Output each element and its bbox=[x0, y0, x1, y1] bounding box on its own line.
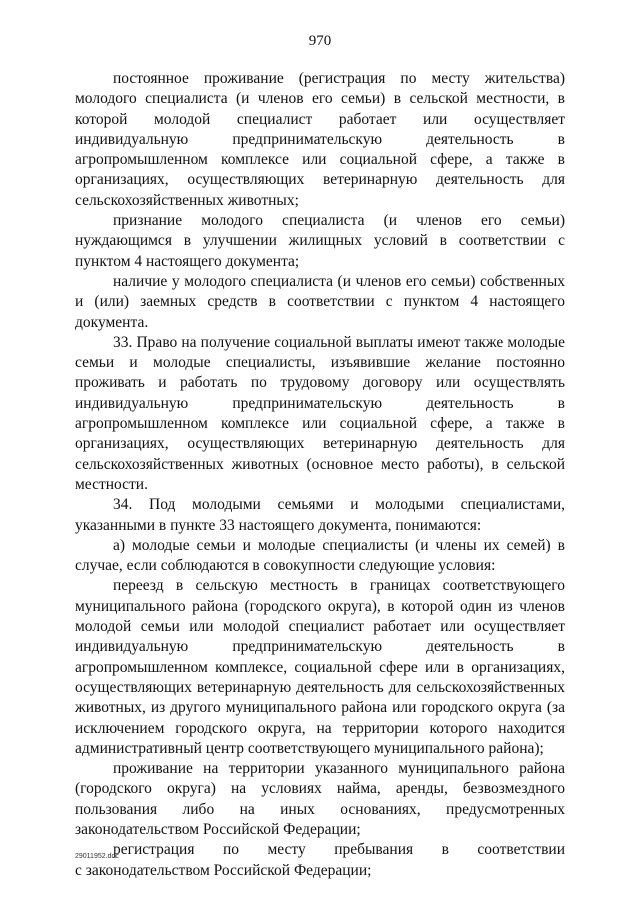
paragraph-relocation: переезд в сельскую местность в границах соответствующего муниципального района (городского округа), в которой один из членов молодой семьи или молодой специалист работает или осуществляет индивидуальную предпринимательскую деятельность в агропромышленном комплексе, социальной сфере или в организациях, осуществляющих ветеринарную деятельность для сельскохозяйственных животных, из другого муниципального района или городского округа (за исключением городского округа, на территории которого находится административный центр соответствующего муниципального района); bbox=[75, 577, 565, 757]
paragraph-permanent-residence: постоянное проживание (регистрация по месту жительства) молодого специалиста (и членов его семьи) в сельской местности, в которой молодой специалист работает или осуществляет индивидуальную предпринимательскую деятельность в агропромышленном комплексе или социальной сфере, а также в организациях, осуществляющих ветеринарную деятельность для сельскохозяйственных животных; bbox=[75, 70, 565, 209]
paragraph-housing-need: признание молодого специалиста (и членов его семьи) нуждающимся в улучшении жилищных условий в соответствии с пунктом 4 настоящего документа; bbox=[75, 212, 565, 270]
paragraph-own-funds: наличие у молодого специалиста (и членов его семьи) собственных и (или) заемных средств в соответствии с пунктом 4 настоящего документа. bbox=[75, 272, 565, 331]
footer-file-code: 29011952.doc bbox=[75, 853, 119, 860]
document-body bbox=[75, 69, 565, 881]
paragraph-item-a: а) молодые семьи и молодые специалисты (и члены их семей) в случае, если соблюдаются в совокупности следующие условия: bbox=[75, 536, 565, 575]
paragraph-residence-terms: проживание на территории указанного муниципального района (городского округа) на условиях найма, аренды, безвозмездного пользования либо на иных основаниях, предусмотренных законодательством Российской Федерации; bbox=[75, 760, 565, 838]
paragraph-registration-cont: с законодательством Российской Федерации; bbox=[75, 861, 372, 879]
paragraph-clause-34: 34. Под молодыми семьями и молодыми специалистами, указанными в пункте 33 настоящего документа, понимаются: bbox=[75, 496, 565, 534]
paragraph-clause-33: 33. Право на получение социальной выплаты имеют также молодые семьи и молодые специалисты, изъявившие желание постоянно проживать и работать по трудовому договору или осуществлять индивидуальную предпринимательскую деятельность в агропромышленном комплексе или социальной сфере, а также в организациях, осуществляющих ветеринарную деятельность для сельскохозяйственных животных (основное место работы), в сельской местности. bbox=[75, 333, 565, 493]
page-number: 970 bbox=[308, 33, 332, 49]
registration-line-1: регистрация по месту пребывания в соответствии bbox=[113, 841, 565, 859]
paragraph-registration bbox=[75, 840, 565, 860]
